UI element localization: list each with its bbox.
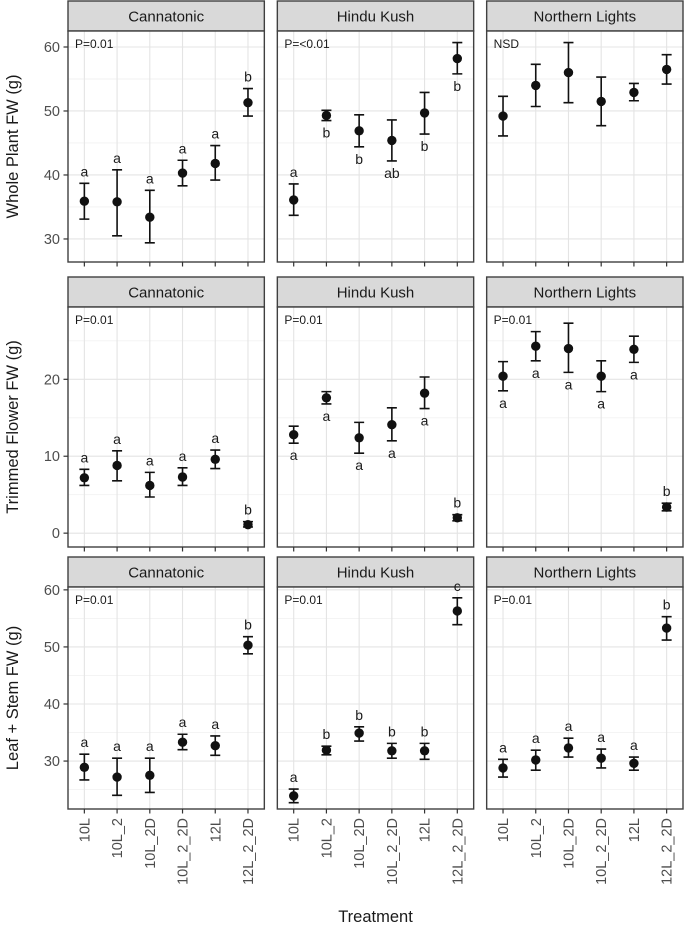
sig-letter: a <box>113 738 121 755</box>
sig-letter: b <box>355 150 364 167</box>
panel-background <box>68 307 264 547</box>
sig-letter: ab <box>384 164 400 181</box>
data-point <box>211 159 220 168</box>
y-tick-label: 30 <box>43 231 60 248</box>
data-point <box>662 65 671 74</box>
x-tick-label: 10L_2_2D <box>175 818 192 885</box>
sig-letter: b <box>662 483 671 500</box>
data-point <box>243 641 252 650</box>
panel-background <box>487 307 683 547</box>
sig-letter: b <box>322 726 331 743</box>
data-point <box>145 481 154 490</box>
data-point <box>145 213 154 222</box>
sig-letter: a <box>113 149 121 166</box>
data-point <box>354 728 363 737</box>
data-point <box>531 755 540 764</box>
facet-strip-label: Hindu Kush <box>336 284 415 302</box>
y-axis-title: Leaf + Stem FW (g) <box>4 625 22 771</box>
panel-background <box>68 587 264 809</box>
panel-background <box>487 31 683 262</box>
x-tick-label: 12L_2_2D <box>659 818 676 885</box>
facet-panel <box>277 277 473 552</box>
x-tick-label: 12L_2_2D <box>450 818 467 885</box>
data-point <box>289 430 298 439</box>
data-point <box>211 455 220 464</box>
facet-panel <box>487 277 683 552</box>
data-point <box>498 763 507 772</box>
data-point <box>453 54 462 63</box>
x-tick-label: 12L <box>626 818 643 843</box>
data-point <box>354 433 363 442</box>
x-tick-label: 10L <box>77 818 94 843</box>
data-point <box>596 754 605 763</box>
data-point <box>80 473 89 482</box>
sig-letter: b <box>244 68 252 85</box>
x-tick-label: 10L_2 <box>110 818 127 859</box>
sig-letter: a <box>499 394 507 411</box>
data-point <box>211 741 220 750</box>
sig-letter: b <box>387 723 396 740</box>
data-point <box>387 136 396 145</box>
sig-letter: a <box>80 163 89 180</box>
facet-panel <box>277 557 473 814</box>
sig-letter: b <box>322 124 331 141</box>
panel-background <box>68 31 264 262</box>
sig-letter: a <box>597 729 606 746</box>
data-point <box>387 420 396 429</box>
p-value-label: NSD <box>493 37 520 51</box>
sig-letter: a <box>387 444 396 461</box>
p-value-label: P=0.01 <box>284 313 323 327</box>
data-point <box>498 372 507 381</box>
x-tick-label: 12L <box>208 818 225 843</box>
data-point <box>629 345 638 354</box>
facet-strip-label: Northern Lights <box>533 8 637 26</box>
panel-background <box>277 587 473 809</box>
sig-letter: a <box>289 163 298 180</box>
panel-background <box>277 307 473 547</box>
panel-background <box>487 587 683 809</box>
sig-letter: a <box>289 447 298 464</box>
facet-strip-label: Northern Lights <box>533 564 637 582</box>
sig-letter: a <box>531 364 540 381</box>
y-tick-label: 40 <box>43 696 60 713</box>
p-value-label: P=0.01 <box>75 313 114 327</box>
sig-letter: a <box>113 430 121 447</box>
p-value-label: P=0.01 <box>493 593 533 607</box>
sig-letter: c <box>453 577 461 594</box>
data-point <box>354 126 363 135</box>
sig-letter: a <box>322 407 331 424</box>
data-point <box>596 372 605 381</box>
data-point <box>420 108 429 117</box>
p-value-label: P=<0.01 <box>284 37 330 51</box>
facet-panel <box>277 1 473 267</box>
data-point <box>322 111 331 120</box>
sig-letter: a <box>499 739 507 756</box>
data-point <box>662 623 671 632</box>
data-point <box>322 746 331 755</box>
y-tick-label: 20 <box>43 372 60 389</box>
sig-letter: b <box>244 501 252 518</box>
sig-letter: b <box>420 138 429 155</box>
sig-letter: a <box>145 738 154 755</box>
x-tick-label: 10L_2 <box>528 818 545 859</box>
sig-letter: b <box>355 706 364 723</box>
data-point <box>80 197 89 206</box>
panel-background <box>277 31 473 262</box>
sig-letter: a <box>211 125 220 142</box>
facet-panel <box>44 1 264 267</box>
sig-letter: a <box>630 366 638 383</box>
facet-strip-label: Northern Lights <box>533 284 637 302</box>
facet-panel <box>44 557 264 814</box>
data-point <box>80 763 89 772</box>
x-tick-label: 10L_2D <box>352 818 369 869</box>
y-tick-label: 50 <box>43 639 60 656</box>
y-tick-label: 60 <box>43 582 60 599</box>
y-axis-title: Trimmed Flower FW (g) <box>4 340 22 514</box>
sig-letter: a <box>630 737 638 754</box>
x-tick-label: 12L <box>417 818 434 843</box>
x-tick-label: 10L <box>496 818 513 843</box>
data-point <box>178 472 187 481</box>
y-tick-label: 10 <box>43 449 60 466</box>
y-tick-label: 40 <box>43 167 60 184</box>
data-point <box>662 502 671 511</box>
data-point <box>531 81 540 90</box>
p-value-label: P=0.01 <box>75 37 114 51</box>
data-point <box>387 746 396 755</box>
data-point <box>178 738 187 747</box>
data-point <box>453 606 462 615</box>
sig-letter: a <box>564 718 573 735</box>
facet-strip-label: Hindu Kush <box>336 564 415 582</box>
x-tick-label: 10L_2_2D <box>594 818 611 885</box>
data-point <box>564 344 573 353</box>
data-point <box>420 388 429 397</box>
sig-letter: b <box>244 616 252 633</box>
x-tick-label: 10L_2D <box>561 818 578 869</box>
facet-panel <box>487 557 683 814</box>
sig-letter: a <box>420 412 429 429</box>
data-point <box>420 746 429 755</box>
sig-letter: a <box>178 714 187 731</box>
data-point <box>289 791 298 800</box>
sig-letter: a <box>178 140 187 157</box>
data-point <box>453 513 462 522</box>
p-value-label: P=0.01 <box>284 593 323 607</box>
data-point <box>596 97 605 106</box>
data-point <box>289 195 298 204</box>
data-point <box>145 771 154 780</box>
x-tick-label: 10L_2 <box>319 818 336 859</box>
sig-letter: a <box>355 457 364 474</box>
p-value-label: P=0.01 <box>493 313 533 327</box>
data-point <box>498 111 507 120</box>
x-tick-label: 10L <box>286 818 303 843</box>
data-point <box>112 461 121 470</box>
data-point <box>564 743 573 752</box>
y-tick-label: 50 <box>43 103 60 120</box>
data-point <box>112 197 121 206</box>
sig-letter: a <box>211 715 220 732</box>
data-point <box>243 98 252 107</box>
x-tick-label: 12L_2_2D <box>240 818 257 885</box>
data-point <box>629 759 638 768</box>
sig-letter: a <box>289 769 298 786</box>
data-point <box>322 393 331 402</box>
sig-letter: a <box>597 395 606 412</box>
sig-letter: a <box>80 449 89 466</box>
sig-letter: a <box>145 452 154 469</box>
x-tick-label: 10L_2D <box>142 818 159 869</box>
sig-letter: a <box>145 170 154 187</box>
y-tick-label: 0 <box>51 526 60 543</box>
facet-strip-label: Hindu Kush <box>336 8 415 26</box>
sig-letter: b <box>453 77 462 94</box>
data-point <box>243 520 252 529</box>
facet-strip-label: Cannatonic <box>128 564 205 582</box>
y-tick-label: 30 <box>43 754 60 771</box>
data-point <box>564 68 573 77</box>
facet-panel <box>487 1 683 267</box>
data-point <box>112 772 121 781</box>
sig-letter: b <box>420 723 429 740</box>
sig-letter: a <box>80 734 89 751</box>
facet-panel <box>44 277 264 552</box>
sig-letter: a <box>564 376 573 393</box>
x-tick-label: 10L_2_2D <box>384 818 401 885</box>
facet-strip-label: Cannatonic <box>128 8 205 26</box>
data-point <box>629 88 638 97</box>
x-axis-title: Treatment <box>338 908 413 926</box>
sig-letter: a <box>211 430 220 447</box>
data-point <box>531 342 540 351</box>
y-axis-title: Whole Plant FW (g) <box>4 74 22 219</box>
sig-letter: a <box>531 730 540 747</box>
p-value-label: P=0.01 <box>75 593 114 607</box>
sig-letter: a <box>178 447 187 464</box>
y-tick-label: 60 <box>43 39 60 56</box>
sig-letter: b <box>453 494 462 511</box>
sig-letter: b <box>662 596 671 613</box>
data-point <box>178 168 187 177</box>
facet-strip-label: Cannatonic <box>128 284 205 302</box>
